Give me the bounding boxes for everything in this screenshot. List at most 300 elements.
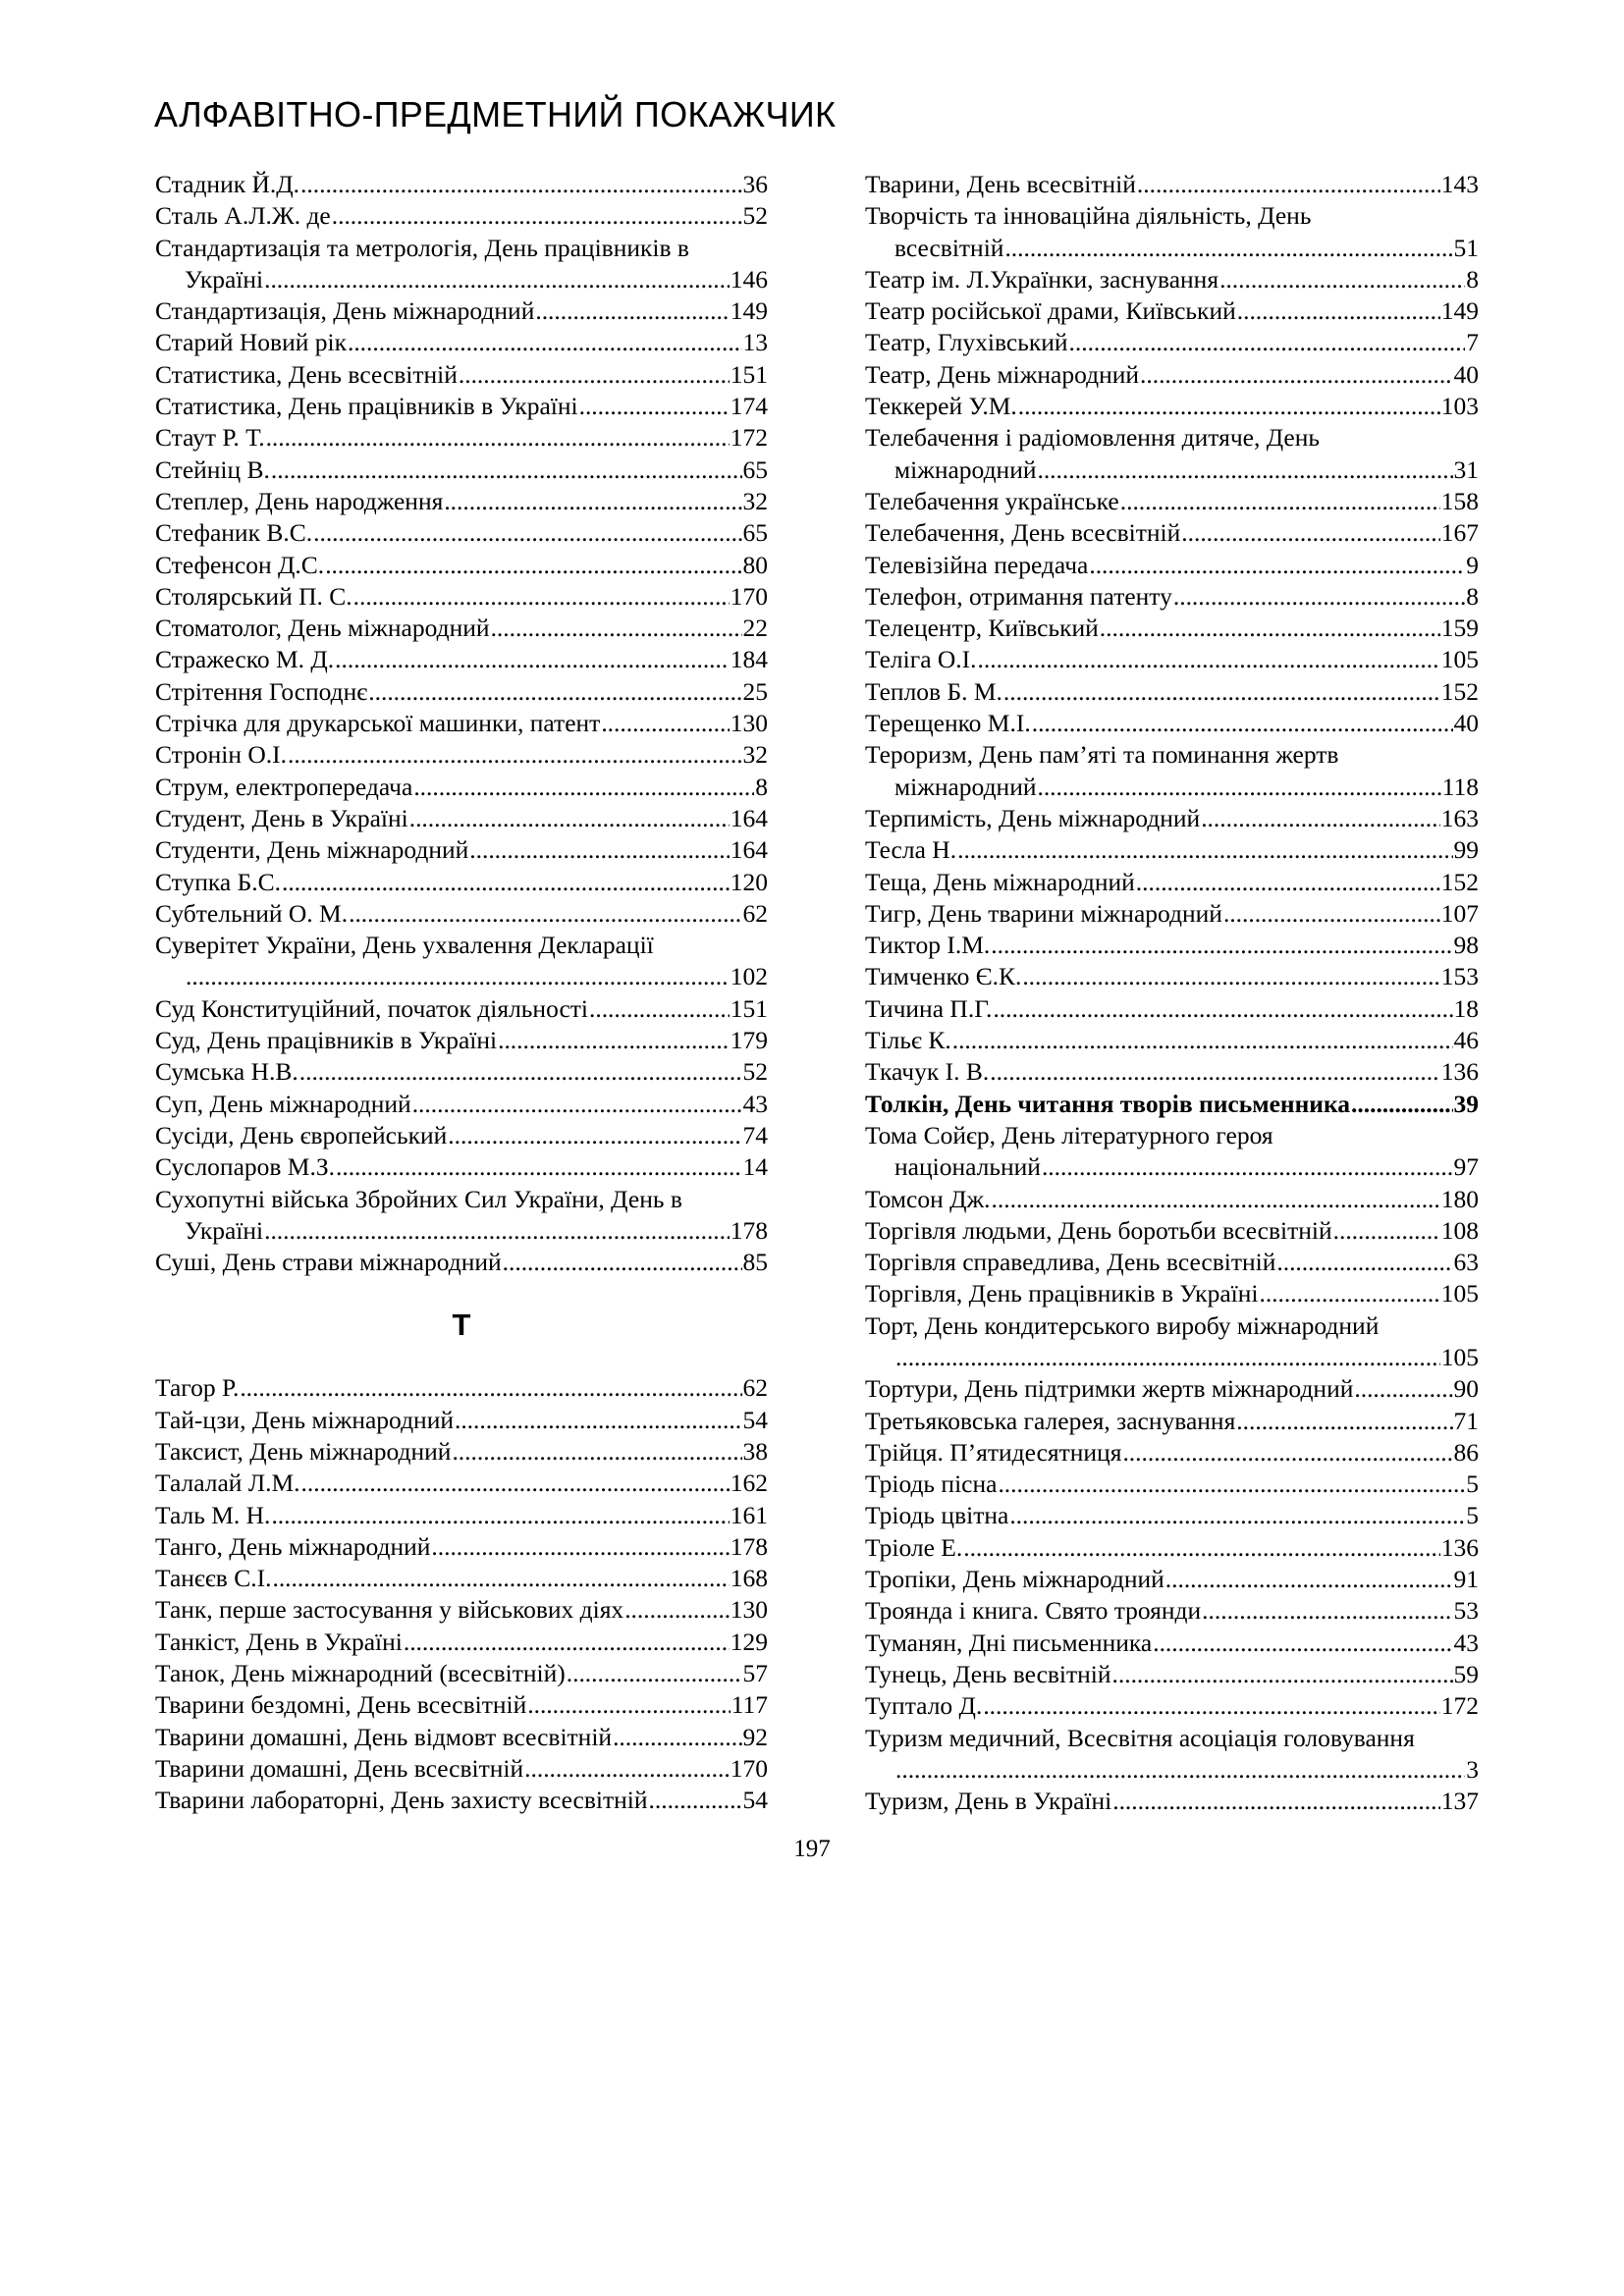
entry-text: Театр, Глухівський: [865, 328, 1068, 357]
entry-text: Трійця. П’ятидесятниця: [865, 1437, 1122, 1467]
entry-page-number: 32: [742, 740, 768, 770]
dot-leader: [1069, 327, 1466, 358]
entry-page-number: 39: [1453, 1089, 1479, 1118]
dot-leader: [271, 1500, 729, 1531]
entry-page-number: 36: [742, 170, 768, 198]
dot-leader: [264, 264, 730, 295]
entry-text: Тріодь цвітна: [865, 1501, 1009, 1530]
dot-leader: [993, 993, 1452, 1025]
entry-page-number: 99: [1453, 835, 1479, 865]
dot-leader: [567, 1658, 742, 1689]
entry-page-number: 32: [742, 486, 768, 515]
entry-page-number: 18: [1453, 993, 1479, 1023]
dot-leader: [991, 930, 1452, 961]
entry-text: Сусіди, День європейський: [155, 1120, 448, 1149]
index-entry: [865, 676, 1479, 708]
entry-page-number: 130: [730, 709, 768, 738]
index-entry: [865, 1184, 1479, 1215]
entry-page-number: 152: [1440, 867, 1479, 896]
dot-leader: [1333, 1215, 1440, 1247]
entry-text: Стаут Р. Т.: [155, 423, 265, 453]
entry-text: Туризм, День в Україні: [865, 1787, 1112, 1816]
index-entry: [865, 993, 1479, 1025]
entry-text: Студент, День в Україні: [155, 803, 408, 832]
entry-page-number: 8: [1466, 581, 1479, 611]
entry-page-number: 74: [742, 1120, 768, 1149]
dot-leader: [1009, 1500, 1465, 1531]
section-letter: Т: [452, 1308, 471, 1343]
dot-leader: [1004, 233, 1452, 264]
entry-text: Тварини бездомні, День всесвітній: [155, 1690, 527, 1720]
index-entry: [155, 1753, 768, 1785]
entry-page-number: 152: [1440, 676, 1479, 706]
entry-page-number: 136: [1440, 1532, 1479, 1562]
entry-text: Торгівля, День працівників в Україні: [865, 1279, 1259, 1308]
entry-text: Танкіст, День в Україні: [155, 1627, 403, 1656]
dot-leader: [266, 422, 730, 454]
index-entry: [155, 169, 768, 200]
dot-leader: [272, 1563, 729, 1594]
dot-leader: [498, 1025, 730, 1056]
entry-page-number: 163: [1440, 803, 1479, 832]
page-title: АЛФАВІТНО-ПРЕДМЕТНИЙ ПОКАЖЧИК: [154, 94, 837, 134]
entry-page-number: 80: [742, 550, 768, 579]
index-entry: [155, 613, 768, 644]
entry-page-number: 172: [1440, 1691, 1479, 1721]
entry-text: Третьяковська галерея, заснування: [865, 1406, 1236, 1435]
index-entry: [865, 613, 1479, 644]
dot-leader: [1137, 169, 1440, 200]
index-entry: [865, 1595, 1479, 1627]
dot-leader: [455, 1405, 742, 1436]
entry-text: Таксист, День міжнародний: [155, 1436, 452, 1466]
entry-page-number: 65: [742, 454, 768, 484]
entry-text: Танк, перше застосування у військових діях: [155, 1595, 624, 1625]
entry-text: Талалай Л.М.: [155, 1468, 300, 1498]
dot-leader: [957, 834, 1452, 866]
entry-page-number: 43: [1453, 1628, 1479, 1657]
index-entry: [865, 264, 1479, 295]
dot-leader: [1202, 1595, 1452, 1627]
entry-page-number: 31: [1453, 454, 1479, 484]
entry-page-number: 53: [1453, 1596, 1479, 1626]
entry-text: Театр ім. Л.Українки, заснування: [865, 264, 1219, 294]
entry-page-number: 98: [1453, 931, 1479, 960]
index-entry: [155, 898, 768, 930]
entry-page-number: 92: [742, 1722, 768, 1751]
index-entry: [865, 1437, 1479, 1468]
index-entry: [155, 867, 768, 898]
dot-leader: [1136, 867, 1440, 898]
entry-page-number: 159: [1440, 614, 1479, 643]
index-entry: [865, 359, 1479, 391]
entry-page-number: 149: [1440, 296, 1479, 326]
index-entry: [865, 1089, 1479, 1120]
dot-leader: [978, 644, 1440, 675]
dot-leader: [404, 1627, 730, 1658]
index-entry: [865, 1786, 1479, 1817]
entry-page-number: 180: [1440, 1184, 1479, 1213]
dot-leader: [1153, 1628, 1452, 1659]
dot-leader: [601, 708, 729, 739]
entry-text: Таль М. Н.: [155, 1500, 271, 1529]
dot-leader: [1351, 1089, 1452, 1120]
entry-text: Тортури, День підтримки жертв міжнародний: [865, 1374, 1354, 1404]
entry-page-number: 174: [730, 392, 768, 421]
index-entry: [155, 233, 768, 296]
entry-page-number: 90: [1453, 1374, 1479, 1404]
index-entry: [155, 993, 768, 1025]
entry-page-number: 178: [730, 1531, 768, 1561]
entry-text: Торт, День кондитерського виробу міжнародний: [865, 1310, 1380, 1340]
entry-page-number: 105: [1440, 1279, 1479, 1308]
entry-page-number: 91: [1453, 1565, 1479, 1594]
index-entry: [865, 1278, 1479, 1309]
entry-text: Туптало Д.: [865, 1691, 983, 1721]
entry-page-number: 51: [1453, 233, 1479, 262]
dot-leader: [992, 1184, 1440, 1215]
entry-page-number: 164: [730, 803, 768, 832]
entry-text: Тимченко Є.К.: [865, 962, 1022, 991]
index-entry: [155, 834, 768, 866]
entry-text: Телецентр, Київський: [865, 614, 1099, 643]
entry-page-number: 103: [1440, 392, 1479, 421]
dot-leader: [301, 1468, 730, 1499]
index-entry: [865, 1406, 1479, 1437]
entry-text: Сталь А.Л.Ж. де: [155, 201, 331, 231]
dot-leader: [1037, 772, 1440, 803]
dot-leader: [409, 803, 730, 834]
entry-text: міжнародний: [894, 772, 1037, 801]
entry-text: Тварини домашні, День всесвітній: [155, 1753, 524, 1783]
index-entry: [155, 644, 768, 675]
dot-leader: [413, 772, 754, 803]
entry-text: Телевізійна передача: [865, 550, 1089, 579]
index-entry: [155, 1594, 768, 1626]
entry-page-number: 8: [1466, 264, 1479, 294]
entry-page-number: 40: [1453, 709, 1479, 738]
dot-leader: [1181, 517, 1439, 549]
index-entry: [155, 295, 768, 327]
entry-text: Стефаник В.С.: [155, 518, 313, 548]
entry-text: Тварини, День всесвітній: [865, 170, 1136, 198]
dot-leader: [452, 1436, 741, 1468]
dot-leader: [527, 1689, 730, 1721]
dot-leader: [1037, 454, 1452, 486]
entry-text: Танго, День міжнародний: [155, 1531, 431, 1561]
dot-leader: [240, 1372, 741, 1404]
entry-text: Толкін, День читання творів письменника: [865, 1089, 1351, 1118]
index-entry: [155, 422, 768, 454]
entry-page-number: 14: [742, 1152, 768, 1182]
index-entry: [155, 772, 768, 803]
entry-text: Тичина П.Г.: [865, 993, 993, 1023]
dot-leader: [895, 1342, 1440, 1373]
dot-leader: [336, 1151, 742, 1183]
entry-page-number: 167: [1440, 518, 1479, 548]
index-entry: [155, 1436, 768, 1468]
index-entry: [865, 644, 1479, 675]
entry-page-number: 7: [1466, 328, 1479, 357]
entry-page-number: 85: [742, 1248, 768, 1277]
dot-leader: [459, 359, 730, 391]
dot-leader: [491, 613, 742, 644]
dot-leader: [524, 1753, 730, 1785]
entry-text: Телебачення українське: [865, 486, 1119, 515]
entry-text: Україні: [185, 1215, 264, 1245]
entry-page-number: 151: [730, 359, 768, 389]
index-column-right: [865, 169, 1479, 1817]
entry-text: Стадник Й.Д.: [155, 170, 300, 198]
index-entry: [155, 708, 768, 739]
entry-text: Сумська Н.В.: [155, 1057, 298, 1087]
dot-leader: [1140, 359, 1452, 391]
index-entry: [155, 200, 768, 232]
dot-leader: [368, 676, 741, 708]
index-entry: [865, 898, 1479, 930]
index-entry: [865, 517, 1479, 549]
dot-leader: [1003, 676, 1440, 708]
entry-text: Стефенсон Д.С.: [155, 550, 325, 579]
index-entry: [155, 1785, 768, 1816]
dot-leader: [288, 739, 741, 771]
entry-page-number: 71: [1453, 1406, 1479, 1435]
index-entry: [865, 169, 1479, 200]
dot-leader: [1122, 1437, 1452, 1468]
entry-text: Тварини домашні, День відмовт всесвітній: [155, 1722, 613, 1751]
dot-leader: [282, 867, 730, 898]
entry-page-number: 54: [742, 1786, 768, 1815]
index-entry: [865, 1120, 1479, 1184]
index-entry: [865, 1723, 1479, 1787]
entry-text: Субтельний О. М.: [155, 898, 349, 928]
index-entry: [155, 1563, 768, 1594]
index-entry: [155, 1658, 768, 1689]
entry-text: Ступка Б.С.: [155, 867, 281, 896]
entry-page-number: 54: [742, 1405, 768, 1434]
index-entry: [865, 1373, 1479, 1405]
index-entry: [155, 739, 768, 771]
entry-text: Терпимість, День міжнародний: [865, 803, 1201, 832]
dot-leader: [1259, 1278, 1439, 1309]
entry-page-number: 105: [1440, 645, 1479, 674]
dot-leader: [335, 644, 730, 675]
entry-text: Тріоле Е.: [865, 1532, 963, 1562]
entry-text: Танок, День міжнародний (всесвітній): [155, 1659, 566, 1688]
entry-page-number: 43: [742, 1089, 768, 1118]
dot-leader: [1236, 1406, 1452, 1437]
index-entry: [865, 1310, 1479, 1374]
dot-leader: [963, 1532, 1440, 1564]
entry-text: всесвітній: [894, 233, 1004, 262]
dot-leader: [624, 1594, 730, 1626]
index-entry: [155, 517, 768, 549]
index-entry: [155, 1405, 768, 1436]
dot-leader: [1042, 1151, 1453, 1183]
entry-text: Театр, День міжнародний: [865, 359, 1140, 389]
entry-text: Стандартизація та метрологія, День працівників в: [155, 233, 689, 262]
index-entry: [155, 1689, 768, 1721]
entries-s-list: [155, 169, 768, 1278]
entries-t-list: [155, 1372, 768, 1816]
dot-leader: [1100, 613, 1440, 644]
entry-text: Телебачення, День всесвітній: [865, 518, 1181, 548]
entry-page-number: 158: [1440, 486, 1479, 515]
dot-leader: [299, 1056, 742, 1088]
entry-page-number: 25: [742, 676, 768, 706]
dot-leader: [300, 169, 741, 200]
entry-page-number: 62: [742, 898, 768, 928]
entry-text: Телефон, отримання патенту: [865, 581, 1172, 611]
index-entry: [155, 1531, 768, 1563]
entry-page-number: 46: [1453, 1026, 1479, 1055]
dot-leader: [1237, 295, 1440, 327]
entry-page-number: 172: [730, 423, 768, 453]
entry-text: Тварини лабораторні, День захисту всесвітній: [155, 1786, 648, 1815]
index-entry: [865, 1247, 1479, 1278]
dot-leader: [1165, 1564, 1453, 1595]
entry-page-number: 52: [742, 1057, 768, 1087]
dot-leader: [1112, 1786, 1440, 1817]
index-entry: [865, 930, 1479, 961]
index-entry: [155, 581, 768, 613]
dot-leader: [431, 1531, 729, 1563]
entry-text: Стейніц В.: [155, 454, 270, 484]
entry-text: Старий Новий рік: [155, 328, 347, 357]
entry-page-number: 102: [730, 962, 768, 991]
entry-text: Суд Конституційний, початок діяльності: [155, 993, 588, 1023]
entry-text: Терещенко М.І.: [865, 709, 1031, 738]
entry-page-number: 170: [730, 581, 768, 611]
dot-leader: [332, 200, 742, 232]
index-entry: [155, 550, 768, 581]
entry-text: Телебачення і радіомовлення дитяче, День: [865, 423, 1321, 453]
entry-text: Тиктор І.М.: [865, 931, 991, 960]
dot-leader: [325, 550, 741, 581]
dot-leader: [412, 1089, 742, 1120]
entry-text: Туманян, Дні письменника: [865, 1628, 1153, 1657]
dot-leader: [448, 1120, 741, 1151]
entry-page-number: 108: [1440, 1215, 1479, 1245]
index-entry: [155, 1151, 768, 1183]
dot-leader: [353, 581, 730, 613]
index-entry: [155, 486, 768, 517]
dot-leader: [589, 993, 730, 1025]
entry-text: Тунець, День весвітній: [865, 1659, 1111, 1688]
entry-text: Тай-цзи, День міжнародний: [155, 1405, 454, 1434]
dot-leader: [983, 1690, 1439, 1722]
entry-text: національний: [894, 1152, 1041, 1182]
entry-page-number: 86: [1453, 1437, 1479, 1467]
dot-leader: [271, 454, 742, 486]
entry-text: Тріодь пісна: [865, 1469, 998, 1499]
entry-page-number: 59: [1453, 1659, 1479, 1688]
entry-text: Творчість та інноваційна діяльність, День: [865, 201, 1312, 231]
index-entry: [865, 581, 1479, 613]
entry-text: Стандартизація, День міжнародний: [155, 296, 535, 326]
entry-text: Туризм медичний, Всесвітня асоціація головування: [865, 1723, 1415, 1752]
index-entry: [155, 803, 768, 834]
entry-text: Україні: [185, 264, 264, 294]
entry-text: Теліга О.І.: [865, 645, 977, 674]
dot-leader: [1354, 1373, 1452, 1405]
dot-leader: [313, 517, 741, 549]
entry-page-number: 117: [731, 1690, 768, 1720]
index-entry: [155, 1722, 768, 1753]
entry-page-number: 161: [730, 1500, 768, 1529]
dot-leader: [1219, 264, 1465, 295]
index-entry: [155, 1247, 768, 1278]
entry-text: Тільє К.: [865, 1026, 951, 1055]
entry-text: Суп, День міжнародний: [155, 1089, 411, 1118]
index-entry: [865, 422, 1479, 486]
entry-page-number: 151: [730, 993, 768, 1023]
index-entry: [865, 550, 1479, 581]
entry-page-number: 105: [1440, 1342, 1479, 1371]
dot-leader: [186, 961, 730, 992]
dot-leader: [952, 1025, 1453, 1056]
index-entry: [155, 1500, 768, 1531]
entry-page-number: 63: [1453, 1248, 1479, 1277]
entry-page-number: 9: [1466, 550, 1479, 579]
entry-page-number: 65: [742, 518, 768, 548]
entry-text: Стронін О.І.: [155, 740, 288, 770]
entry-text: Стрічка для друкарської машинки, патент: [155, 709, 601, 738]
entry-page-number: 168: [730, 1564, 768, 1593]
entry-page-number: 149: [730, 296, 768, 326]
index-entry: [155, 1372, 768, 1404]
entry-page-number: 184: [730, 645, 768, 674]
entry-page-number: 129: [730, 1627, 768, 1656]
entry-page-number: 8: [755, 772, 768, 801]
entry-text: Студенти, День міжнародний: [155, 835, 469, 865]
index-entry: [865, 486, 1479, 517]
entry-text: Статистика, День всесвітній: [155, 359, 458, 389]
entry-page-number: 57: [742, 1659, 768, 1688]
entry-text: Суслопаров М.З.: [155, 1152, 335, 1182]
entry-page-number: 38: [742, 1436, 768, 1466]
dot-leader: [1018, 391, 1440, 422]
index-entry: [865, 739, 1479, 803]
entry-text: Стражеско М. Д.: [155, 645, 335, 674]
entry-page-number: 5: [1466, 1469, 1479, 1499]
entry-text: Степлер, День народження: [155, 486, 444, 515]
index-entry: [155, 1056, 768, 1088]
index-entry: [865, 1628, 1479, 1659]
dot-leader: [535, 295, 729, 327]
index-entry: [865, 327, 1479, 358]
entry-text: Теплов Б. М.: [865, 676, 1002, 706]
entry-page-number: 162: [730, 1468, 768, 1498]
index-entry: [155, 1627, 768, 1658]
entry-page-number: 22: [742, 614, 768, 643]
dot-leader: [1120, 486, 1440, 517]
entry-page-number: 143: [1440, 170, 1479, 198]
entry-text: Суші, День страви міжнародний: [155, 1248, 502, 1277]
entry-page-number: 5: [1466, 1501, 1479, 1530]
page-number: 197: [793, 1836, 831, 1862]
entry-page-number: 137: [1440, 1787, 1479, 1816]
index-entry: [865, 867, 1479, 898]
index-entry: [865, 961, 1479, 992]
entry-page-number: 107: [1440, 898, 1479, 928]
entry-text: Театр російської драми, Київський: [865, 296, 1236, 326]
index-entry: [155, 1089, 768, 1120]
dot-leader: [649, 1785, 742, 1816]
entry-text: Теща, День міжнародний: [865, 867, 1135, 896]
index-entry: [865, 1690, 1479, 1722]
entry-page-number: 3: [1466, 1754, 1479, 1784]
